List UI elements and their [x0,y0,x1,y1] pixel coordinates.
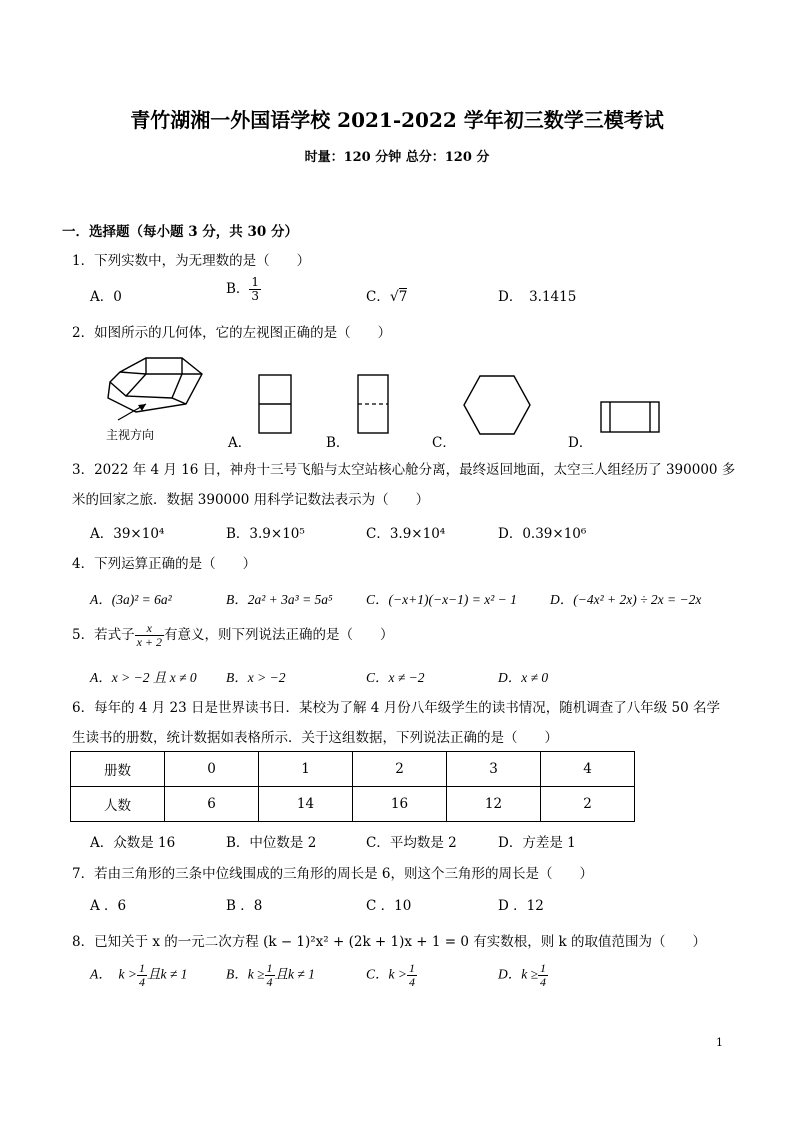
table-cell: 16 [353,787,447,822]
table-cell: 14 [259,787,353,822]
table-row [71,752,635,787]
table-cell: 12 [447,787,541,822]
table-cell: 6 [165,787,259,822]
page-number: 1 [716,1036,723,1049]
option-a-figure [258,374,292,434]
q1-option-b: B． $\frac{1}{3}$ [226,275,260,303]
table-cell: 2 [353,752,447,787]
view-direction-caption: 主视方向 [106,428,155,442]
question-2: 2．如图所示的几何体，它的左视图正确的是（ ） [72,325,392,341]
q2-option-b: B． [326,435,350,451]
q7-option-c: C ．10 [366,898,412,914]
q2-option-c: C． [432,435,456,451]
section-heading: 一．选择题（每小题 3 分，共 30 分） [62,224,298,240]
q1-option-c: C．√7 [366,289,408,305]
q7-option-d: D ．12 [498,898,544,914]
q8-option-b: B．k ≥ $\frac{1}{4}$ 且k ≠ 1 [226,961,315,989]
option-c-figure [462,374,532,436]
reading-data-table [70,751,635,822]
exam-title: 青竹湖湘一外国语学校 2021-2022 学年初三数学三模考试 [130,108,664,132]
q3-option-c: C．3.9×10⁴ [366,526,446,542]
q5-option-b: B．x > −2 [226,670,286,685]
question-6-line-2: 生读书的册数，统计数据如表格所示．关于这组数据，下列说法正确的是（ ） [72,730,558,746]
q7-option-a: A ．6 [90,898,127,914]
question-6-line-1: 6．每年的 4 月 23 日是世界读书日．某校为了解 4 月份八年级学生的读书情况，随机调查了八年级 50 名学 [72,700,720,716]
table-cell: 2 [541,787,635,822]
option-d-figure [600,401,662,435]
q4-option-a: A．(3a)² = 6a² [90,592,172,607]
q3-option-a: A．39×10⁴ [90,526,165,542]
q4-option-c: C．(−x+1)(−x−1) = x² − 1 [366,592,517,607]
q3-option-d: D．0.39×10⁶ [498,526,587,542]
q6-option-d: D．方差是 1 [498,835,576,851]
q6-option-c: C．平均数是 2 [366,835,457,851]
question-5: 5．若式子 $\frac{x}{x + 2}$ 有意义，则下列说法正确的是（ ） [72,621,394,649]
exam-subtitle: 时量：120 分钟 总分：120 分 [304,150,490,165]
table-cell: 4 [541,752,635,787]
table-cell: 0 [165,752,259,787]
table-cell: 1 [259,752,353,787]
table-cell: 3 [447,752,541,787]
q1-option-a: A．0 [90,289,122,305]
question-3-line-1: 3．2022 年 4 月 16 日，神舟十三号飞船与太空站核心舱分离，最终返回地面，太空三人组经历了 390000 多 [72,462,736,478]
q2-option-d: D． [568,435,593,451]
q7-option-b: B ．8 [226,898,263,914]
q4-option-d: D．(−4x² + 2x) ÷ 2x = −2x [550,592,702,607]
q2-option-a: A． [228,435,252,451]
table-cell: 人数 [71,787,165,822]
q5-option-a: A．x > −2 且 x ≠ 0 [90,670,197,685]
q8-option-c: C．k > $\frac{1}{4}$ [366,961,415,989]
table-cell: 册数 [71,752,165,787]
table-row [71,787,635,822]
q4-option-b: B．2a² + 3a³ = 5a⁵ [226,592,333,607]
option-b-figure [357,374,389,434]
question-4: 4．下列运算正确的是（ ） [72,556,257,572]
q8-option-d: D．k ≥ $\frac{1}{4}$ [498,961,547,989]
question-8: 8．已知关于 x 的一元二次方程 (k − 1)²x² + (2k + 1)x + 1 = 0 有实数根，则 k 的取值范围为（ ） [72,934,707,950]
question-3-line-2: 米的回家之旅．数据 390000 用科学记数法表示为（ ） [72,492,430,508]
question-1: 1．下列实数中，为无理数的是（ ） [72,253,311,269]
q8-option-a: A． k > $\frac{1}{4}$ 且k ≠ 1 [90,961,188,989]
q1-option-d: D． 3.1415 [498,289,577,305]
q5-option-d: D．x ≠ 0 [498,670,549,685]
question-7: 7．若由三角形的三条中位线围成的三角形的周长是 6，则这个三角形的周长是（ ） [72,866,593,882]
q5-option-c: C．x ≠ −2 [366,670,425,685]
q6-option-a: A．众数是 16 [90,835,176,851]
q6-option-b: B．中位数是 2 [226,835,317,851]
q3-option-b: B．3.9×10⁵ [226,526,305,542]
